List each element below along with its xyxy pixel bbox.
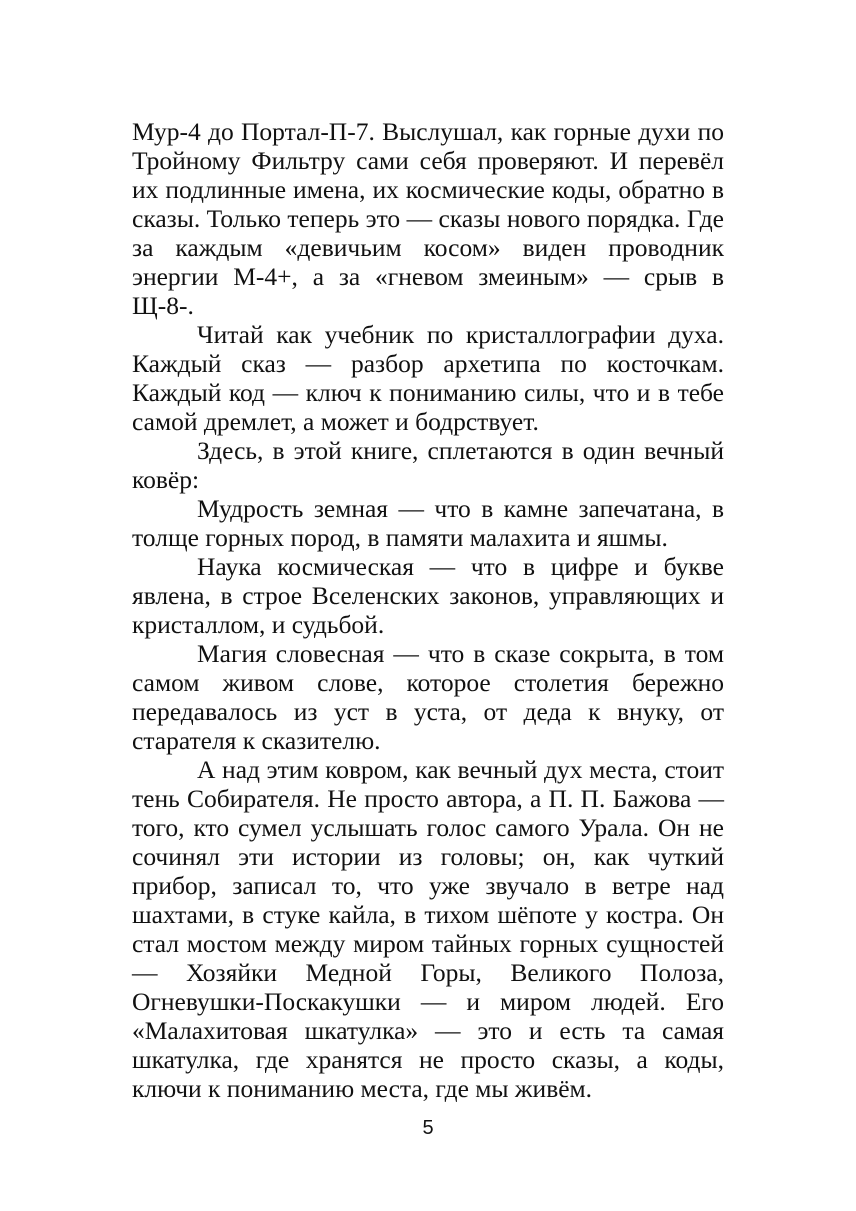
paragraph-textbook: Читай как учебник по кристаллографии духа. Каждый сказ — разбор архетипа по косточкам. Каждый код — ключ к пониманию силы, что и в тебе самой дремлет, а может и бодрствует. xyxy=(132,320,724,436)
page-number: 5 xyxy=(422,1117,434,1139)
paragraph-cosmic-science: Наука космическая — что в цифре и букве явлена, в строе Вселенских законов, управляющих и кристаллом, и судьбой. xyxy=(132,552,724,639)
paragraph-continuation: Мур-4 до Портал-П-7. Выслушал, как горные духи по Тройному Фильтру сами себя проверяют. И перевёл их подлинные имена, их космические коды, обратно в сказы. Только теперь это — сказы нового порядка. Где за каждым «девичьим косом» виден проводник энергии М-4+, а за «гневом змеиным» — срыв в Щ-8-. xyxy=(132,117,724,320)
paragraph-earth-wisdom: Мудрость земная — что в камне запечатана, в толще горных пород, в памяти малахита и яшмы. xyxy=(132,494,724,552)
paragraph-word-magic: Магия словесная — что в сказе сокрыта, в том самом живом слове, которое столетия бережно передавалось из уст в уста, от деда к внуку, от старателя к сказителю. xyxy=(132,639,724,755)
body-text xyxy=(132,117,724,1103)
paragraph-collector: А над этим ковром, как вечный дух места, стоит тень Собирателя. Не просто автора, а П. П. Бажова — того, кто сумел услышать голос самого Урала. Он не сочинял эти истории из головы; он, как чуткий прибор, записал то, что уже звучало в ветре над шахтами, в стуке кайла, в тихом шёпоте у костра. Он стал мостом между миром тайных горных сущностей — Хозяйки Медной Горы, Великого Полоза, Огневушки-Поскакушки — и миром людей. Его «Малахитовая шкатулка» — это и есть та самая шкатулка, где хранятся не просто сказы, а коды, ключи к пониманию места, где мы живём. xyxy=(132,755,724,1103)
paragraph-carpet-intro: Здесь, в этой книге, сплетаются в один вечный ковёр: xyxy=(132,436,724,494)
